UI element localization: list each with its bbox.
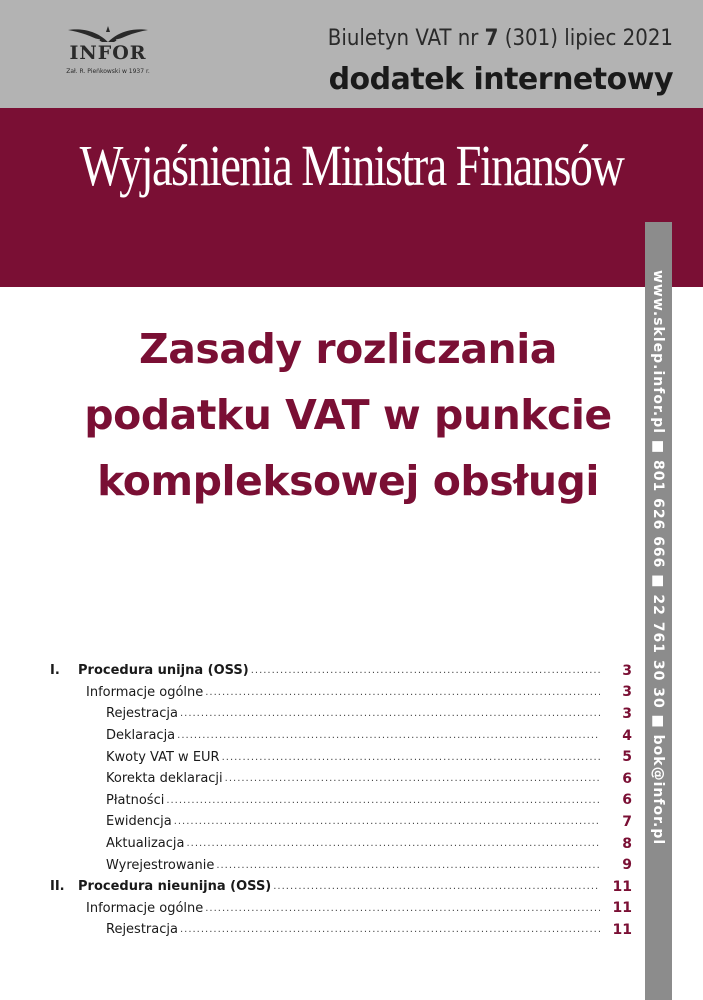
- toc-page: 7: [622, 813, 632, 830]
- toc-leader: [186, 838, 600, 849]
- toc-entry[interactable]: [50, 746, 632, 768]
- sidebar-contact: www.sklep.infor.pl ■ 801 626 666 ■ 22 761 30 30 ■ bok@infor.pl: [650, 270, 666, 846]
- toc-label: Procedura nieunijna (OSS): [78, 879, 272, 895]
- toc-page: 3: [622, 684, 632, 701]
- toc-leader: [222, 752, 600, 763]
- toc-label: Deklaracja: [106, 728, 176, 744]
- toc-entry[interactable]: [50, 682, 632, 704]
- title-line: podatku VAT w punkcie: [84, 391, 612, 439]
- toc-page: 11: [612, 878, 632, 895]
- toc-entry[interactable]: [50, 725, 632, 747]
- toc-entry[interactable]: [50, 833, 632, 855]
- toc-entry[interactable]: [50, 811, 632, 833]
- toc-leader: [174, 816, 600, 827]
- issue-info: [328, 26, 673, 51]
- toc-leader: [205, 687, 600, 698]
- toc-leader: [205, 903, 600, 914]
- toc-label: Kwoty VAT w EUR: [106, 749, 220, 765]
- toc-leader: [180, 924, 600, 935]
- toc-entry[interactable]: [50, 660, 632, 682]
- series-title: Wyjaśnienia Ministra Finansów: [79, 133, 624, 198]
- toc-number: II.: [50, 879, 65, 895]
- toc-label: Informacje ogólne: [86, 684, 204, 700]
- toc-page: 3: [622, 705, 632, 722]
- wing-icon: [66, 24, 150, 44]
- toc-page: 8: [622, 835, 632, 852]
- supplement-label: dodatek internetowy: [328, 62, 673, 97]
- toc-label: Rejestracja: [106, 706, 178, 722]
- toc-leader: [177, 730, 600, 741]
- issue-prefix: Biuletyn VAT nr: [327, 26, 485, 51]
- toc-leader: [166, 795, 600, 806]
- infor-logo: [62, 24, 154, 86]
- toc-label: Aktualizacja: [106, 836, 185, 852]
- toc-label: Informacje ogólne: [86, 900, 204, 916]
- toc-label: Wyrejestrowanie: [106, 857, 215, 873]
- toc-entry[interactable]: [50, 919, 632, 941]
- toc-page: 3: [622, 662, 632, 679]
- issue-suffix: (301) lipiec 2021: [498, 26, 673, 51]
- toc-entry[interactable]: [50, 876, 632, 898]
- issue-number: 7: [484, 26, 499, 51]
- toc-entry[interactable]: [50, 898, 632, 920]
- toc-label: Procedura unijna (OSS): [78, 663, 249, 679]
- toc-leader: [273, 881, 600, 892]
- toc-entry[interactable]: [50, 768, 632, 790]
- toc-entry[interactable]: [50, 854, 632, 876]
- table-of-contents: [50, 660, 632, 941]
- toc-leader: [251, 665, 600, 676]
- toc-label: Rejestracja: [106, 922, 178, 938]
- toc-entry[interactable]: [50, 703, 632, 725]
- title-line: Zasady rozliczania: [139, 325, 557, 373]
- toc-page: 11: [612, 900, 632, 917]
- toc-page: 9: [622, 857, 632, 874]
- toc-page: 6: [622, 792, 632, 809]
- toc-entry[interactable]: [50, 790, 632, 812]
- toc-leader: [225, 773, 600, 784]
- toc-page: 5: [622, 749, 632, 766]
- toc-leader: [180, 708, 600, 719]
- toc-page: 11: [612, 921, 632, 938]
- toc-leader: [216, 860, 600, 871]
- toc-page: 6: [622, 770, 632, 787]
- toc-label: Ewidencja: [106, 814, 172, 830]
- toc-number: I.: [50, 663, 60, 679]
- toc-label: Korekta deklaracji: [106, 771, 223, 787]
- logo-brand: INFOR: [69, 42, 147, 64]
- toc-page: 4: [622, 727, 632, 744]
- title-line: kompleksowej obsługi: [97, 457, 599, 505]
- logo-subtext: Zał. R. Pieńkowski w 1937 r.: [66, 68, 150, 75]
- toc-label: Płatności: [106, 792, 165, 808]
- document-title: [48, 316, 648, 514]
